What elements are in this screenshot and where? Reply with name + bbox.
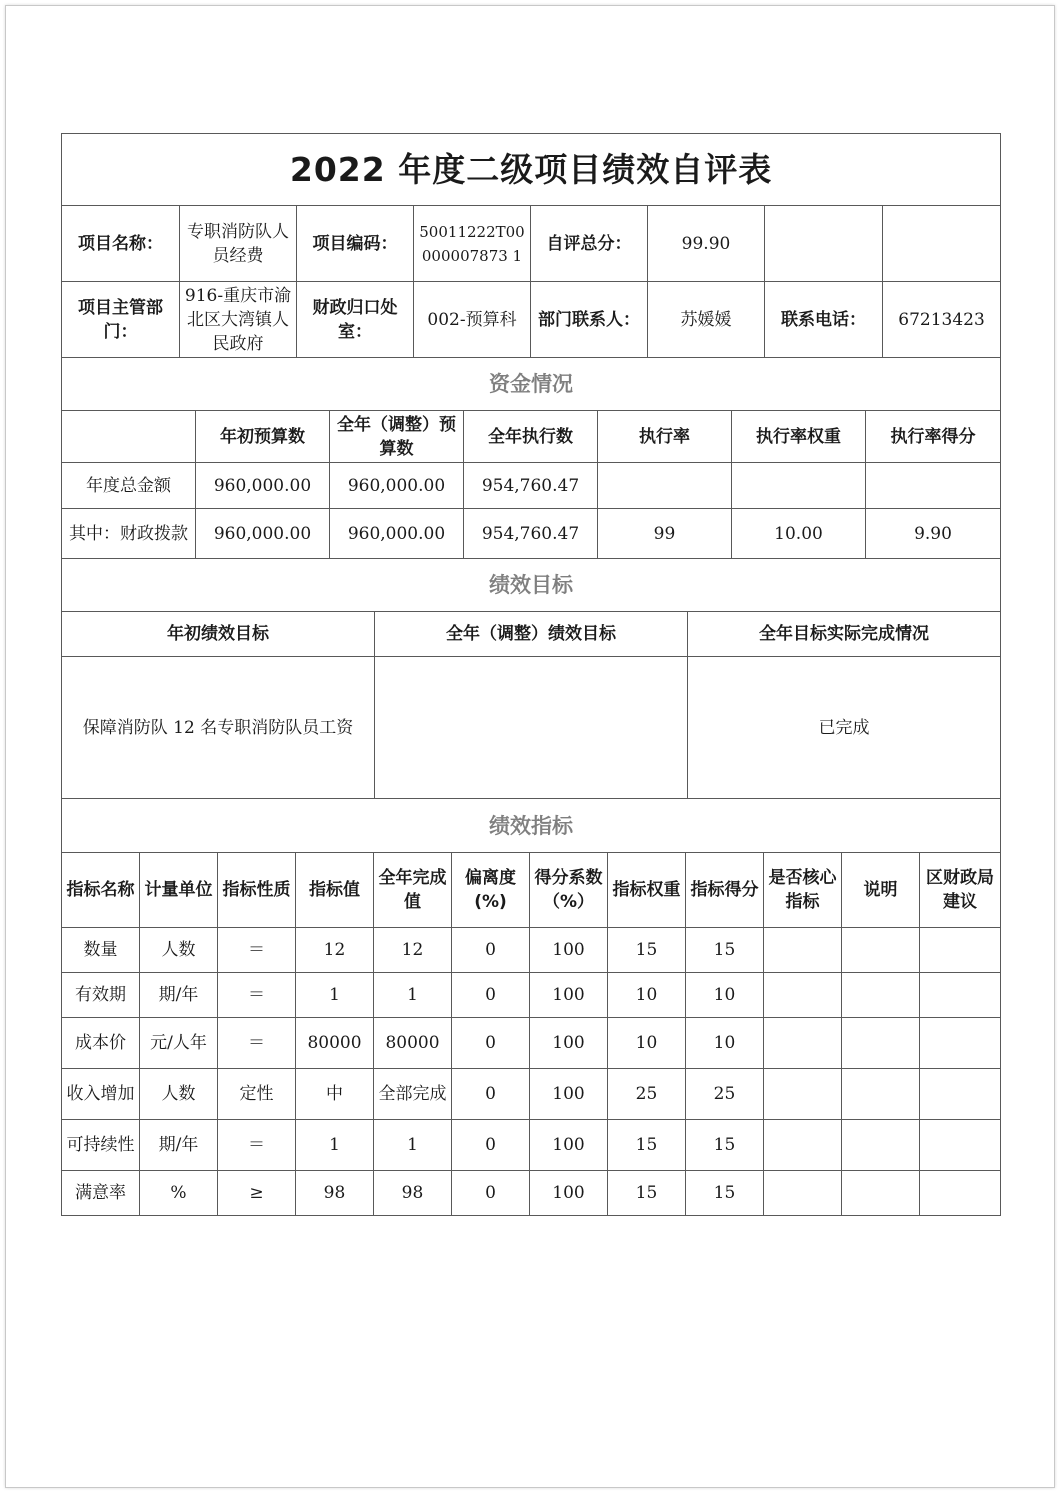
funds-col-header: 年初预算数 — [196, 411, 330, 463]
indicator-cell — [842, 973, 920, 1018]
indicator-cell: 成本价 — [62, 1018, 140, 1069]
funds-cell: 960,000.00 — [196, 463, 330, 509]
indicator-cell: 1 — [374, 973, 452, 1018]
indicators-col-header: 是否核心指标 — [764, 853, 842, 928]
project-name-value: 专职消防队人员经费 — [180, 206, 297, 282]
indicator-cell: ＝ — [218, 928, 296, 973]
indicator-row — [62, 928, 1001, 973]
indicator-cell: 人数 — [140, 928, 218, 973]
indicator-cell: 0 — [452, 928, 530, 973]
completion-status-text: 已完成 — [688, 657, 1001, 799]
indicators-col-header: 偏离度(%) — [452, 853, 530, 928]
indicator-cell — [842, 1171, 920, 1216]
goals-col-header: 全年目标实际完成情况 — [688, 612, 1001, 657]
indicator-cell: 收入增加 — [62, 1069, 140, 1120]
indicator-cell: 12 — [296, 928, 374, 973]
indicator-cell — [920, 1069, 1001, 1120]
indicators-col-header: 指标性质 — [218, 853, 296, 928]
indicator-cell: 25 — [686, 1069, 764, 1120]
indicator-cell: 100 — [530, 973, 608, 1018]
indicator-cell: ＝ — [218, 1018, 296, 1069]
funds-col-header: 执行率 — [598, 411, 732, 463]
indicator-cell — [764, 928, 842, 973]
funds-col-header — [62, 411, 196, 463]
project-name-label: 项目名称： — [62, 206, 180, 282]
indicator-cell: 80000 — [374, 1018, 452, 1069]
indicator-cell: 1 — [374, 1120, 452, 1171]
funds-cell: 9.90 — [866, 509, 1001, 559]
dept-value: 916-重庆市渝北区大湾镇人民政府 — [180, 282, 297, 358]
funds-cell: 960,000.00 — [330, 463, 464, 509]
indicator-cell — [920, 1171, 1001, 1216]
indicator-cell: 12 — [374, 928, 452, 973]
indicator-cell: 人数 — [140, 1069, 218, 1120]
indicator-cell: 期/年 — [140, 973, 218, 1018]
indicator-row — [62, 1069, 1001, 1120]
indicator-cell — [920, 973, 1001, 1018]
indicator-cell: 满意率 — [62, 1171, 140, 1216]
indicator-cell: 0 — [452, 973, 530, 1018]
contact-value: 苏媛媛 — [648, 282, 765, 358]
funds-section-title: 资金情况 — [62, 358, 1001, 411]
indicator-cell: 期/年 — [140, 1120, 218, 1171]
total-score-label: 自评总分： — [531, 206, 648, 282]
goals-section-title: 绩效目标 — [62, 559, 1001, 612]
indicator-cell: 15 — [608, 1120, 686, 1171]
funds-cell — [598, 463, 732, 509]
indicators-col-header: 全年完成值 — [374, 853, 452, 928]
funds-table — [61, 357, 1001, 559]
indicator-cell: 15 — [686, 928, 764, 973]
indicator-cell: 0 — [452, 1069, 530, 1120]
indicator-cell — [764, 1120, 842, 1171]
indicator-cell: % — [140, 1171, 218, 1216]
project-code-value: 50011222T00000007873 1 — [414, 206, 531, 282]
indicator-cell — [764, 973, 842, 1018]
finance-office-label: 财政归口处室： — [297, 282, 414, 358]
indicator-cell — [920, 1120, 1001, 1171]
funds-col-header: 全年执行数 — [464, 411, 598, 463]
funds-cell: 99 — [598, 509, 732, 559]
indicator-cell: 98 — [374, 1171, 452, 1216]
indicator-cell — [920, 1018, 1001, 1069]
indicator-row — [62, 1171, 1001, 1216]
indicators-col-header: 指标得分 — [686, 853, 764, 928]
indicator-cell: ＝ — [218, 973, 296, 1018]
indicator-cell: 100 — [530, 928, 608, 973]
finance-office-value: 002-预算科 — [414, 282, 531, 358]
indicators-col-header: 计量单位 — [140, 853, 218, 928]
indicator-cell: ＝ — [218, 1120, 296, 1171]
funds-cell: 954,760.47 — [464, 463, 598, 509]
funds-row — [62, 463, 1001, 509]
indicators-col-header: 区财政局建议 — [920, 853, 1001, 928]
indicator-cell: 10 — [608, 1018, 686, 1069]
funds-cell — [732, 463, 866, 509]
funds-cell: 960,000.00 — [330, 509, 464, 559]
funds-col-header: 全年（调整）预算数 — [330, 411, 464, 463]
indicator-cell: 100 — [530, 1120, 608, 1171]
indicator-cell: 15 — [608, 928, 686, 973]
indicator-cell: 15 — [686, 1171, 764, 1216]
indicator-cell: 1 — [296, 1120, 374, 1171]
funds-row — [62, 509, 1001, 559]
indicator-cell: 98 — [296, 1171, 374, 1216]
indicators-col-header: 指标值 — [296, 853, 374, 928]
adjusted-goal-text — [375, 657, 688, 799]
funds-cell: 年度总金额 — [62, 463, 196, 509]
indicator-row — [62, 973, 1001, 1018]
indicator-cell: 0 — [452, 1171, 530, 1216]
indicator-cell: 10 — [686, 1018, 764, 1069]
indicator-cell: 80000 — [296, 1018, 374, 1069]
funds-cell: 其中：财政拨款 — [62, 509, 196, 559]
indicator-cell — [764, 1018, 842, 1069]
initial-goal-text: 保障消防队 12 名专职消防队员工资 — [62, 657, 375, 799]
goals-col-header: 全年（调整）绩效目标 — [375, 612, 688, 657]
indicator-cell: 100 — [530, 1018, 608, 1069]
indicators-col-header: 说明 — [842, 853, 920, 928]
indicator-cell — [764, 1171, 842, 1216]
indicator-cell: ≥ — [218, 1171, 296, 1216]
phone-value: 67213423 — [883, 282, 1001, 358]
total-score-value: 99.90 — [648, 206, 765, 282]
indicator-cell — [842, 1069, 920, 1120]
header-table — [61, 133, 1001, 358]
indicator-cell: 数量 — [62, 928, 140, 973]
indicator-cell — [764, 1069, 842, 1120]
indicator-cell: 可持续性 — [62, 1120, 140, 1171]
funds-cell: 954,760.47 — [464, 509, 598, 559]
indicator-cell: 100 — [530, 1069, 608, 1120]
funds-cell: 10.00 — [732, 509, 866, 559]
page-title: 2022 年度二级项目绩效自评表 — [62, 134, 1001, 206]
indicator-cell — [842, 1120, 920, 1171]
indicator-cell: 0 — [452, 1018, 530, 1069]
indicator-cell: 全部完成 — [374, 1069, 452, 1120]
project-code-label: 项目编码： — [297, 206, 414, 282]
indicator-cell: 15 — [608, 1171, 686, 1216]
funds-cell: 960,000.00 — [196, 509, 330, 559]
indicator-cell: 10 — [608, 973, 686, 1018]
empty-cell — [883, 206, 1001, 282]
indicator-row — [62, 1120, 1001, 1171]
indicator-cell: 有效期 — [62, 973, 140, 1018]
indicator-cell: 定性 — [218, 1069, 296, 1120]
funds-col-header: 执行率权重 — [732, 411, 866, 463]
indicators-col-header: 得分系数（%） — [530, 853, 608, 928]
indicator-cell: 中 — [296, 1069, 374, 1120]
indicator-cell: 元/人年 — [140, 1018, 218, 1069]
indicator-cell: 10 — [686, 973, 764, 1018]
indicator-cell: 0 — [452, 1120, 530, 1171]
goals-table — [61, 558, 1001, 799]
goals-col-header: 年初绩效目标 — [62, 612, 375, 657]
contact-label: 部门联系人： — [531, 282, 648, 358]
indicators-section-title: 绩效指标 — [62, 799, 1001, 853]
dept-label: 项目主管部门： — [62, 282, 180, 358]
indicator-cell — [842, 928, 920, 973]
funds-col-header: 执行率得分 — [866, 411, 1001, 463]
indicators-col-header: 指标权重 — [608, 853, 686, 928]
indicator-cell: 25 — [608, 1069, 686, 1120]
indicator-cell: 15 — [686, 1120, 764, 1171]
funds-cell — [866, 463, 1001, 509]
indicator-cell — [920, 928, 1001, 973]
indicator-cell — [842, 1018, 920, 1069]
indicators-table — [61, 798, 1001, 1216]
indicator-cell: 100 — [530, 1171, 608, 1216]
indicator-cell: 1 — [296, 973, 374, 1018]
phone-label: 联系电话： — [765, 282, 883, 358]
empty-cell — [765, 206, 883, 282]
indicator-row — [62, 1018, 1001, 1069]
indicators-col-header: 指标名称 — [62, 853, 140, 928]
